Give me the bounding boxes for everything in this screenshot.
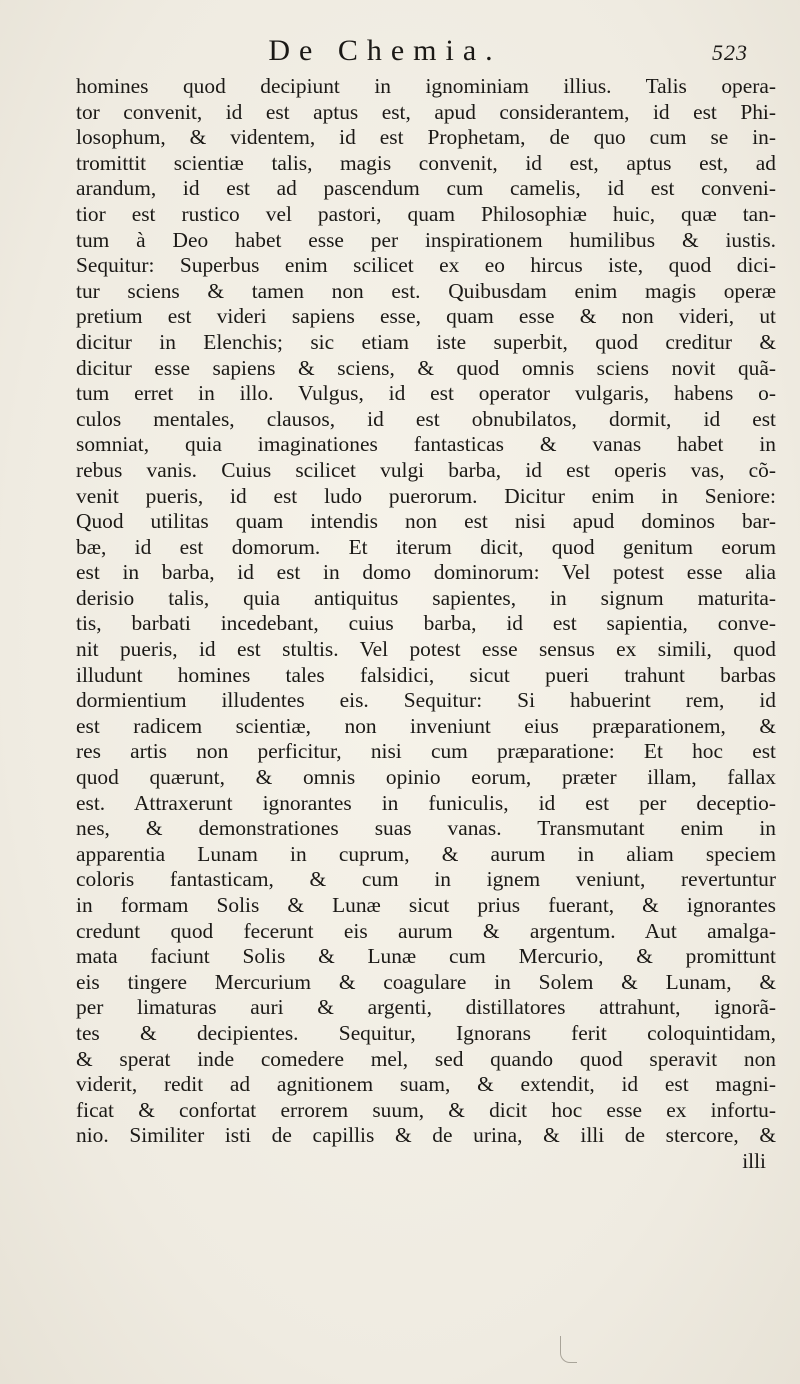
text-line: per limaturas auri & argenti, distillatores attrahunt, ignorã-: [76, 995, 776, 1020]
text-line: rebus vanis. Cuius scilicet vulgi barba, id est operis vas, cõ-: [76, 457, 776, 482]
text-line: dicitur in Elenchis; sic etiam iste superbit, quod creditur &: [76, 329, 776, 354]
running-title: De Chemia.: [268, 34, 502, 67]
text-line: mata faciunt Solis & Lunæ cum Mercurio, & promittunt: [76, 944, 776, 969]
text-line: venit pueris, id est ludo puerorum. Dicitur enim in Seniore:: [76, 483, 776, 508]
text-line: tor convenit, id est aptus est, apud considerantem, id est Phi-: [76, 99, 776, 124]
text-line: est in barba, id est in domo dominorum: Vel potest esse alia: [76, 560, 776, 585]
page-header: [0, 0, 800, 80]
text-line: tum erret in illo. Vulgus, id est operator vulgaris, habens o-: [76, 381, 776, 406]
text-line: tromittit scientiæ talis, magis convenit, id est, aptus est, ad: [76, 150, 776, 175]
text-line: est radicem scientiæ, non inveniunt eius præparationem, &: [76, 713, 776, 738]
text-line: Sequitur: Superbus enim scilicet ex eo hircus iste, quod dici-: [76, 253, 776, 278]
text-line: losophum, & videntem, id est Prophetam, de quo cum se in-: [76, 125, 776, 150]
text-line: homines quod decipiunt in ignominiam illius. Talis opera-: [76, 74, 776, 98]
text-line: arandum, id est ad pascendum cum camelis, id est conveni-: [76, 176, 776, 201]
text-line: illudunt homines tales falsidici, sicut pueri trahunt barbas: [76, 662, 776, 687]
text-line: dicitur esse sapiens & sciens, & quod omnis sciens novit quã-: [76, 355, 776, 380]
text-line: quod quærunt, & omnis opinio eorum, præter illam, fallax: [76, 765, 776, 790]
text-line: somniat, quia imaginationes fantasticas & vanas habet in: [76, 432, 776, 457]
text-line: nit pueris, id est stultis. Vel potest esse sensus ex simili, quod: [76, 637, 776, 662]
text-line: pretium est videri sapiens esse, quam esse & non videri, ut: [76, 304, 776, 329]
text-line: nes, & demonstrationes suas vanas. Transmutant enim in: [76, 816, 776, 841]
text-line: culos mentales, clausos, id est obnubilatos, dormit, id est: [76, 406, 776, 431]
text-line: derisio talis, quia antiquitus sapientes, in signum maturita-: [76, 585, 776, 610]
text-line: tum à Deo habet esse per inspirationem humilibus & iustis.: [76, 227, 776, 252]
text-line: & sperat inde comedere mel, sed quando quod speravit non: [76, 1046, 776, 1071]
text-line: tur sciens & tamen non est. Quibusdam enim magis operæ: [76, 278, 776, 303]
text-line: apparentia Lunam in cuprum, & aurum in aliam speciem: [76, 841, 776, 866]
text-line: coloris fantasticam, & cum in ignem veniunt, revertuntur: [76, 867, 776, 892]
text-line: credunt quod fecerunt eis aurum & argentum. Aut amalga-: [76, 918, 776, 943]
text-line: ficat & confortat errorem suum, & dicit hoc esse ex infortu-: [76, 1097, 776, 1122]
text-line: res artis non perficitur, nisi cum præparatione: Et hoc est: [76, 739, 776, 764]
text-line: tes & decipientes. Sequitur, Ignorans ferit coloquintidam,: [76, 1020, 776, 1045]
text-line: bæ, id est domorum. Et iterum dicit, quod genitum eorum: [76, 534, 776, 559]
text-line: dormientium illudentes eis. Sequitur: Si habuerint rem, id: [76, 688, 776, 713]
text-line: in formam Solis & Lunæ sicut prius fuerant, & ignorantes: [76, 893, 776, 917]
text-line: Quod utilitas quam intendis non est nisi apud dominos bar-: [76, 509, 776, 534]
text-line: illi: [742, 1148, 766, 1173]
text-line: eis tingere Mercurium & coagulare in Solem & Lunam, &: [76, 969, 776, 994]
margin-mark: [560, 1336, 577, 1363]
text-line: tior est rustico vel pastori, quam Philosophiæ huic, quæ tan-: [76, 201, 776, 226]
body-text: [76, 74, 776, 1175]
page-number: 523: [712, 40, 748, 65]
text-line: est. Attraxerunt ignorantes in funiculis, id est per deceptio-: [76, 790, 776, 815]
text-line: viderit, redit ad agnitionem suam, & extendit, id est magni-: [76, 1072, 776, 1097]
text-line: tis, barbati incedebant, cuius barba, id est sapientia, conve-: [76, 611, 776, 636]
text-line: nio. Similiter isti de capillis & de urina, & illi de stercore, &: [76, 1123, 776, 1148]
